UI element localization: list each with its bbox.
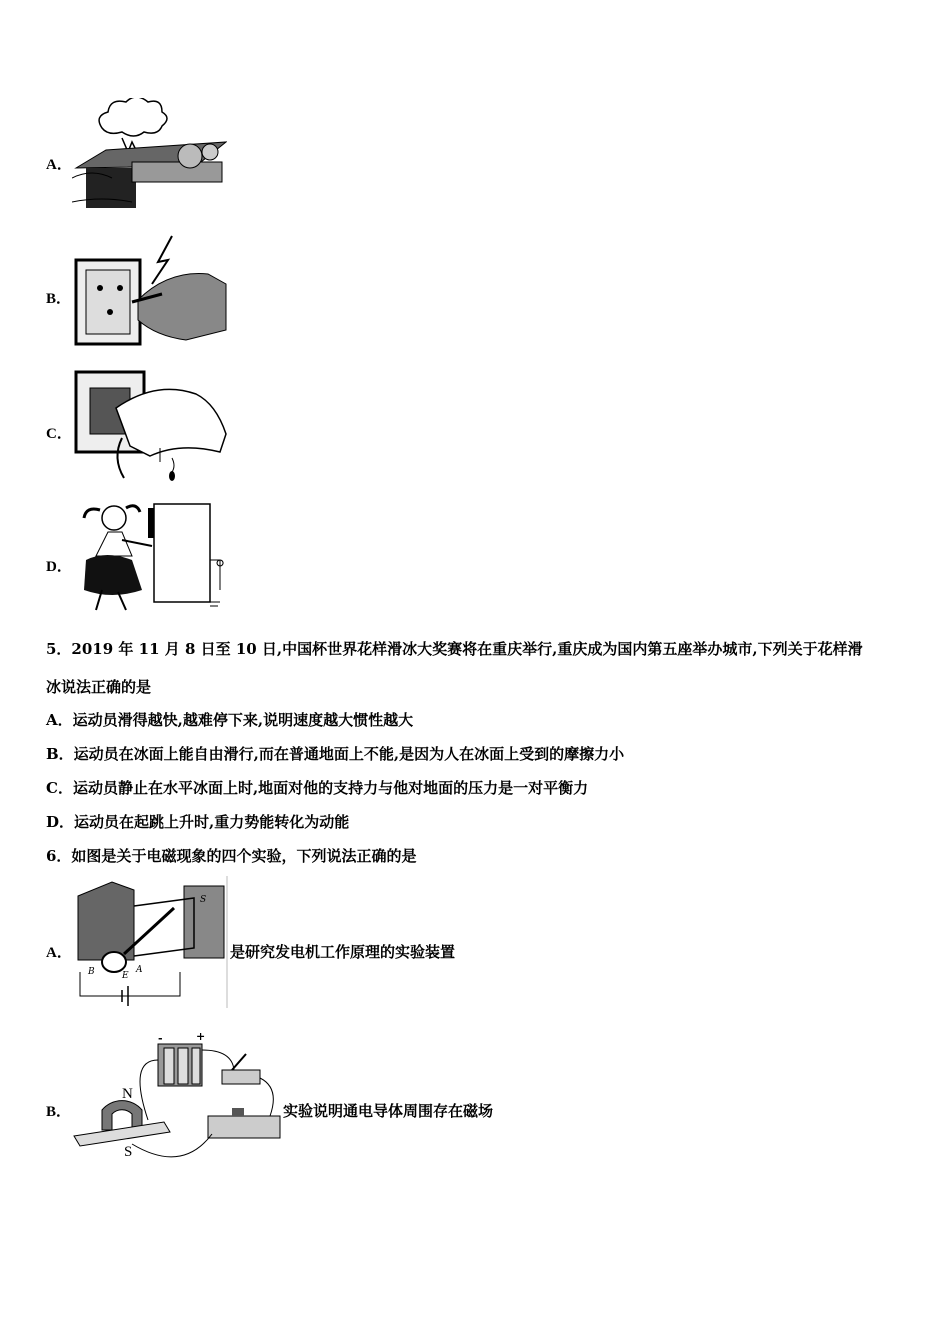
q6-option-b-text: 实验说明通电导体周围存在磁场: [283, 1102, 494, 1120]
q6-option-b-image: [72, 1030, 284, 1176]
q4-option-a-letter: A．: [46, 157, 72, 173]
q4-option-b-image: [72, 232, 227, 350]
q5-stem-line1: 5．2019 年 11 月 8 日至 10 日,中国杯世界花样滑冰大奖赛将在重庆举行,重庆成为国内第五座举办城市,下列关于花样滑: [46, 640, 863, 658]
q4-option-d-image: [82, 500, 232, 616]
q5-stem-line2: 冰说法正确的是: [46, 678, 152, 696]
q5-option-a: A．运动员滑得越快,越难停下来,说明速度越大惯性越大: [46, 711, 414, 729]
q6-option-b-letter: B．: [46, 1104, 72, 1120]
q6-b-label-s: S: [124, 1144, 133, 1160]
q4-option-a-image: [72, 98, 227, 210]
q4-option-b-letter: B．: [46, 291, 72, 307]
q5-option-d: D．运动员在起跳上升时,重力势能转化为动能: [46, 813, 350, 831]
q6-b-label-minus: -: [158, 1032, 163, 1045]
q4-option-c-letter: C．: [46, 426, 72, 442]
q6-option-a-text: 是研究发电机工作原理的实验装置: [230, 943, 456, 961]
q6-a-label-e: E: [122, 971, 129, 981]
q6-stem: 6．如图是关于电磁现象的四个实验，下列说法正确的是: [46, 847, 417, 865]
q6-option-a-letter: A．: [46, 945, 72, 961]
q4-option-d-letter: D．: [46, 559, 72, 575]
q5-option-c: C．运动员静止在水平冰面上时,地面对他的支持力与他对地面的压力是一对平衡力: [46, 779, 589, 797]
q6-option-a-image: [74, 876, 230, 1008]
q6-a-label-a: A: [136, 965, 143, 975]
q6-b-label-n: N: [122, 1086, 133, 1102]
q6-a-label-b: B: [88, 967, 95, 977]
q6-a-label-s: S: [200, 895, 207, 905]
q5-option-b: B．运动员在冰面上能自由滑行,而在普通地面上不能,是因为人在冰面上受到的摩擦力小: [46, 745, 625, 763]
q4-option-c-image: [72, 368, 227, 482]
q6-b-label-plus: +: [196, 1030, 206, 1043]
